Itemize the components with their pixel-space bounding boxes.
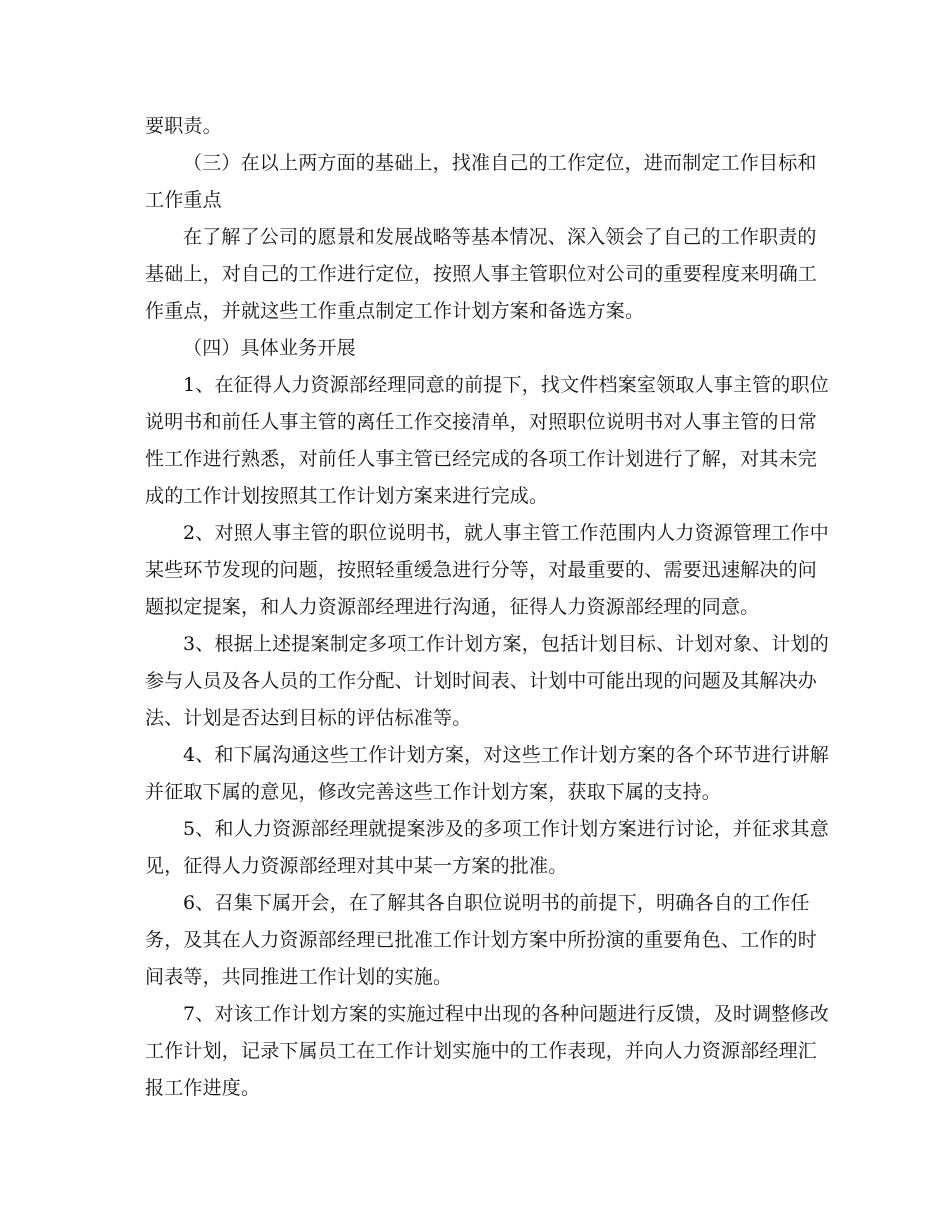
numbered-item-2 bbox=[145, 515, 829, 626]
numbered-item-3 bbox=[145, 626, 829, 737]
numbered-item-7 bbox=[145, 996, 829, 1107]
section-heading-3 bbox=[145, 145, 817, 219]
paragraph-line: （三）在以上两方面的基础上，找准自己的工作定位，进而制定工作目标和 bbox=[183, 152, 817, 174]
section-heading-4 bbox=[145, 330, 805, 367]
numbered-item-4 bbox=[145, 737, 829, 811]
body-paragraph bbox=[145, 219, 818, 330]
paragraph-line: 2、对照人事主管的职位说明书，就人事主管工作范围内人力资源管理工作中 bbox=[183, 522, 829, 544]
document-body bbox=[145, 108, 829, 1107]
paragraph-line: 基础上，对自己的工作进行定位，按照人事主管职位对公司的重要程度来明确工 bbox=[145, 263, 818, 285]
paragraph-line: 7、对该工作计划方案的实施过程中出现的各种问题进行反馈，及时调整修改 bbox=[183, 1003, 829, 1025]
paragraph-line: 6、召集下属开会，在了解其各自职位说明书的前提下，明确各自的工作任 bbox=[183, 892, 810, 914]
paragraph-line: 3、根据上述提案制定多项工作计划方案，包括计划目标、计划对象、计划的 bbox=[183, 633, 829, 655]
paragraph-line: 间表等，共同推进工作计划的实施。 bbox=[145, 966, 453, 988]
paragraph-line: 并征取下属的意见，修改完善这些工作计划方案，获取下属的支持。 bbox=[145, 781, 722, 803]
paragraph-line: （四）具体业务开展 bbox=[183, 337, 356, 359]
paragraph-line: 作重点，并就这些工作重点制定工作计划方案和备选方案。 bbox=[145, 300, 645, 322]
paragraph-line: 性工作进行熟悉，对前任人事主管已经完成的各项工作计划进行了解，对其未完 bbox=[145, 448, 818, 470]
paragraph-line: 在了解了公司的愿景和发展战略等基本情况、深入领会了自己的工作职责的 bbox=[183, 226, 817, 248]
paragraph-line: 工作计划，记录下属员工在工作计划实施中的工作表现，并向人力资源部经理汇 bbox=[145, 1040, 818, 1062]
paragraph-line: 要职责。 bbox=[145, 115, 222, 137]
paragraph-line: 务，及其在人力资源部经理已批准工作计划方案中所扮演的重要角色、工作的时 bbox=[145, 929, 818, 951]
paragraph-continuation bbox=[145, 108, 805, 145]
paragraph-line: 4、和下属沟通这些工作计划方案，对这些工作计划方案的各个环节进行讲解 bbox=[183, 744, 829, 766]
paragraph-line: 5、和人力资源部经理就提案涉及的多项工作计划方案进行讨论，并征求其意 bbox=[183, 818, 829, 840]
paragraph-line: 工作重点 bbox=[145, 189, 222, 211]
paragraph-line: 参与人员及各人员的工作分配、计划时间表、计划中可能出现的问题及其解决办 bbox=[145, 670, 818, 692]
numbered-item-6 bbox=[145, 885, 818, 996]
paragraph-line: 见，征得人力资源部经理对其中某一方案的批准。 bbox=[145, 855, 568, 877]
paragraph-line: 1、在征得人力资源部经理同意的前提下，找文件档案室领取人事主管的职位 bbox=[183, 374, 829, 396]
paragraph-line: 报工作进度。 bbox=[145, 1077, 261, 1099]
paragraph-line: 成的工作计划按照其工作计划方案来进行完成。 bbox=[145, 485, 549, 507]
paragraph-line: 某些环节发现的问题，按照轻重缓急进行分等，对最重要的、需要迅速解决的问 bbox=[145, 559, 818, 581]
numbered-item-1 bbox=[145, 367, 829, 515]
paragraph-line: 题拟定提案，和人力资源部经理进行沟通，征得人力资源部经理的同意。 bbox=[145, 596, 760, 618]
paragraph-line: 说明书和前任人事主管的离任工作交接清单，对照职位说明书对人事主管的日常 bbox=[145, 411, 818, 433]
paragraph-line: 法、计划是否达到目标的评估标准等。 bbox=[145, 707, 472, 729]
numbered-item-5 bbox=[145, 811, 829, 885]
